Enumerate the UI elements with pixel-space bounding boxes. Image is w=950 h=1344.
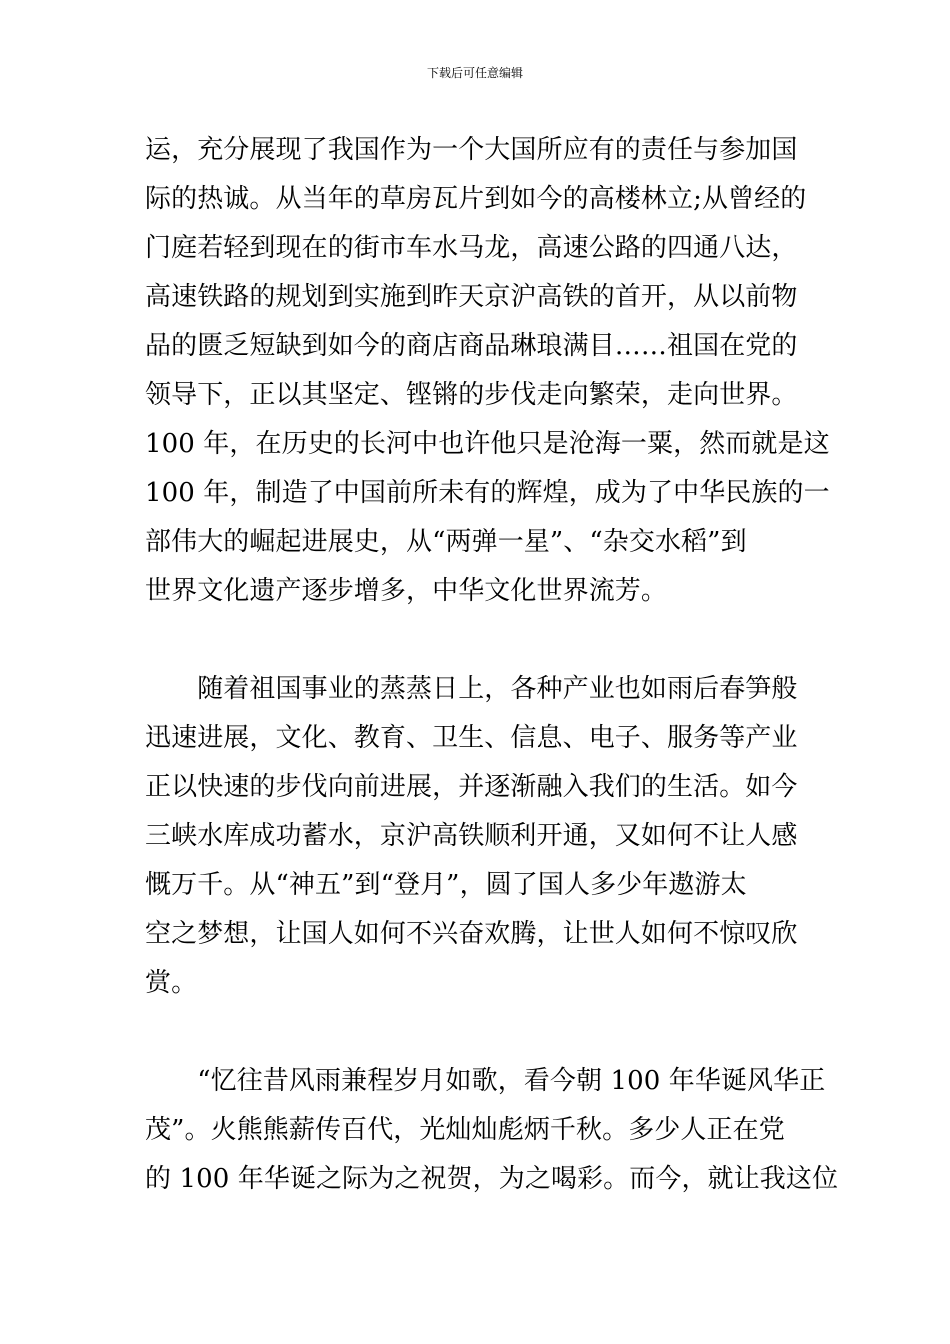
text-line: 100 年，在历史的长河中也许他只是沧海一粟，然而就是这 — [145, 429, 830, 459]
text-line: 领导下，正以其坚定、铿锵的步伐走向繁荣，走向世界。 — [145, 380, 798, 410]
document-body — [145, 126, 839, 1253]
text-line: 世界文化遗产逐步增多，中华文化世界流芳。 — [145, 576, 668, 606]
text-line: 正以快速的步伐向前进展，并逐渐融入我们的生活。如今 — [145, 772, 798, 802]
text-line: 的 100 年华诞之际为之祝贺，为之喝彩。而今，就让我这位 — [145, 1164, 839, 1194]
text-line: 门庭若轻到现在的街市车水马龙，高速公路的四通八达， — [145, 233, 798, 263]
text-line: 赏。 — [145, 968, 198, 998]
text-line: “忆往昔风雨兼程岁月如歌，看今朝 100 年华诞风华正 — [145, 1066, 826, 1096]
text-line: 迅速进展，文化、教育、卫生、信息、电子、服务等产业 — [145, 723, 798, 753]
text-line: 茂”。火熊熊薪传百代，光灿灿彪炳千秋。多少人正在党 — [145, 1115, 785, 1145]
text-line: 际的热诚。从当年的草房瓦片到如今的高楼林立;从曾经的 — [145, 184, 807, 214]
paragraph-1 — [145, 126, 830, 616]
paragraph-2 — [145, 665, 815, 1008]
text-line: 运，充分展现了我国作为一个大国所应有的责任与参加国 — [145, 135, 798, 165]
page-header: 下载后可任意编辑 — [426, 66, 523, 80]
text-line: 高速铁路的规划到实施到昨天京沪高铁的首开，从以前物 — [145, 282, 798, 312]
text-line: 100 年，制造了中国前所未有的辉煌，成为了中华民族的一 — [145, 478, 830, 508]
text-line: 三峡水库成功蓄水，京沪高铁顺利开通，又如何不让人感 — [145, 821, 798, 851]
text-line: 部伟大的崛起进展史，从“两弹一星”、“杂交水稻”到 — [145, 527, 747, 557]
paragraph-3 — [145, 1057, 839, 1204]
text-line: 随着祖国事业的蒸蒸日上，各种产业也如雨后春笋般 — [145, 674, 798, 704]
text-line: 慨万千。从“神五”到“登月”，圆了国人多少年遨游太 — [145, 870, 747, 900]
text-line: 空之梦想，让国人如何不兴奋欢腾，让世人如何不惊叹欣 — [145, 919, 798, 949]
text-line: 品的匮乏短缺到如今的商店商品琳琅满目……祖国在党的 — [145, 331, 798, 361]
